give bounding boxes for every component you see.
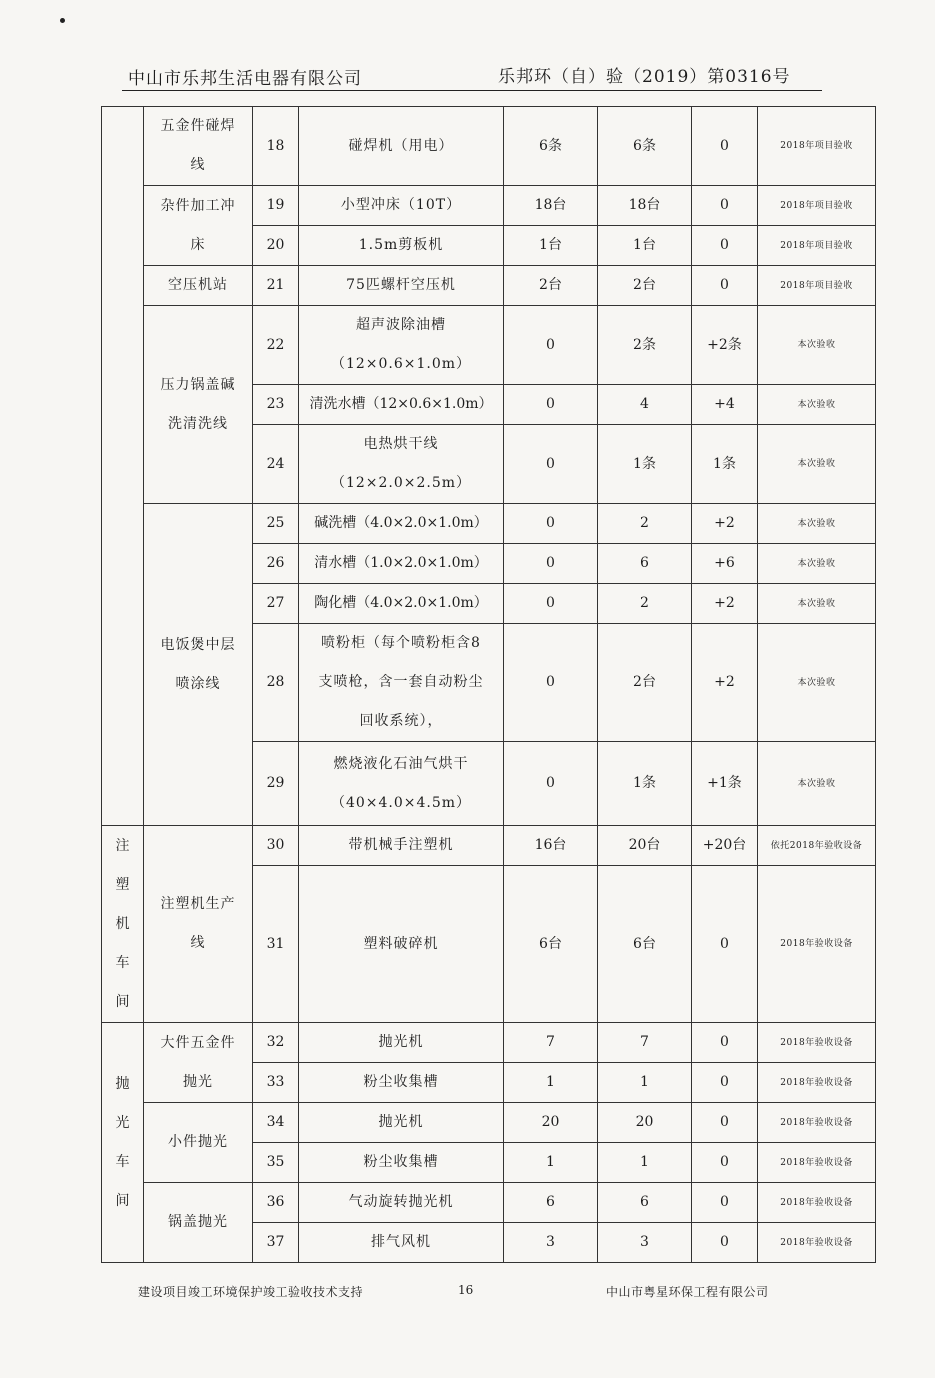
line-cell-pressure-pot: 压力锅盖碱 洗清洗线	[144, 306, 253, 504]
qty-before: 20	[504, 1103, 598, 1143]
equipment-name: 碱洗槽（4.0×2.0×1.0m）	[299, 504, 504, 544]
row-number: 21	[253, 266, 299, 306]
qty-after: 20台	[598, 826, 692, 866]
row-number: 19	[253, 186, 299, 226]
qty-before: 0	[504, 742, 598, 826]
table-row	[102, 266, 876, 306]
qty-before: 0	[504, 425, 598, 504]
qty-change: 0	[692, 1103, 758, 1143]
remark: 本次验收	[758, 742, 876, 826]
remark: 本次验收	[758, 584, 876, 624]
row-number: 29	[253, 742, 299, 826]
remark: 2018年验收设备	[758, 1143, 876, 1183]
qty-change: 0	[692, 1023, 758, 1063]
qty-before: 18台	[504, 186, 598, 226]
row-number: 18	[253, 107, 299, 186]
remark: 本次验收	[758, 306, 876, 385]
row-number: 30	[253, 826, 299, 866]
remark: 2018年验收设备	[758, 1023, 876, 1063]
equipment-name: 电热烘干线 （12×2.0×2.5m）	[299, 425, 504, 504]
equipment-name: 带机械手注塑机	[299, 826, 504, 866]
table-row	[102, 1183, 876, 1223]
row-number: 35	[253, 1143, 299, 1183]
table-row	[102, 826, 876, 866]
equipment-name: 粉尘收集槽	[299, 1063, 504, 1103]
qty-change: +2	[692, 624, 758, 742]
remark: 本次验收	[758, 385, 876, 425]
remark: 2018年项目验收	[758, 107, 876, 186]
table-row	[102, 504, 876, 544]
line-cell-big-polish: 大件五金件 抛光	[144, 1023, 253, 1103]
remark: 本次验收	[758, 624, 876, 742]
equipment-name: 清洗水槽（12×0.6×1.0m）	[299, 385, 504, 425]
remark: 依托2018年验收设备	[758, 826, 876, 866]
footer-company: 中山市粤星环保工程有限公司	[606, 1285, 769, 1299]
line-cell-rice-cooker: 电饭煲中层 喷涂线	[144, 504, 253, 826]
row-number: 37	[253, 1223, 299, 1263]
line-cell-lid-polish: 锅盖抛光	[144, 1183, 253, 1263]
qty-change: 0	[692, 1143, 758, 1183]
remark: 本次验收	[758, 544, 876, 584]
remark: 2018年验收设备	[758, 1063, 876, 1103]
qty-change: 0	[692, 1223, 758, 1263]
equipment-name: 粉尘收集槽	[299, 1143, 504, 1183]
row-number: 32	[253, 1023, 299, 1063]
qty-before: 0	[504, 544, 598, 584]
qty-before: 16台	[504, 826, 598, 866]
qty-change: +4	[692, 385, 758, 425]
qty-change: 0	[692, 1183, 758, 1223]
workshop-cell-injection: 注 塑 机 车 间	[102, 826, 144, 1023]
qty-change: 0	[692, 266, 758, 306]
qty-after: 1	[598, 1143, 692, 1183]
line-cell-kongya: 空压机站	[144, 266, 253, 306]
qty-after: 6	[598, 544, 692, 584]
qty-before: 0	[504, 504, 598, 544]
qty-change: 1条	[692, 425, 758, 504]
line-cell-wujin-weld: 五金件碰焊 线	[144, 107, 253, 186]
qty-change: +2	[692, 584, 758, 624]
remark: 本次验收	[758, 504, 876, 544]
line-cell-small-polish: 小件抛光	[144, 1103, 253, 1183]
qty-after: 6台	[598, 866, 692, 1023]
equipment-name: 1.5m剪板机	[299, 226, 504, 266]
equipment-name: 75匹螺杆空压机	[299, 266, 504, 306]
remark: 2018年验收设备	[758, 1223, 876, 1263]
qty-after: 6条	[598, 107, 692, 186]
qty-after: 7	[598, 1023, 692, 1063]
equipment-table	[101, 106, 876, 1263]
qty-after: 2	[598, 504, 692, 544]
header-rule	[122, 90, 822, 91]
workshop-cell-polish: 抛 光 车 间	[102, 1023, 144, 1263]
equipment-name: 小型冲床（10T）	[299, 186, 504, 226]
row-number: 24	[253, 425, 299, 504]
qty-change: +2	[692, 504, 758, 544]
qty-before: 1	[504, 1063, 598, 1103]
equipment-name: 陶化槽（4.0×2.0×1.0m）	[299, 584, 504, 624]
table-row	[102, 107, 876, 186]
qty-after: 6	[598, 1183, 692, 1223]
qty-before: 2台	[504, 266, 598, 306]
equipment-name: 抛光机	[299, 1023, 504, 1063]
remark: 2018年验收设备	[758, 1103, 876, 1143]
qty-before: 0	[504, 584, 598, 624]
line-cell-injection: 注塑机生产 线	[144, 826, 253, 1023]
table-row	[102, 1023, 876, 1063]
remark: 2018年项目验收	[758, 186, 876, 226]
table-row	[102, 186, 876, 226]
equipment-name: 排气风机	[299, 1223, 504, 1263]
row-number: 34	[253, 1103, 299, 1143]
qty-before: 7	[504, 1023, 598, 1063]
row-number: 36	[253, 1183, 299, 1223]
remark: 2018年验收设备	[758, 866, 876, 1023]
row-number: 22	[253, 306, 299, 385]
qty-after: 2	[598, 584, 692, 624]
qty-change: 0	[692, 226, 758, 266]
equipment-name: 抛光机	[299, 1103, 504, 1143]
equipment-name: 燃烧液化石油气烘干 （40×4.0×4.5m）	[299, 742, 504, 826]
header-company: 中山市乐邦生活电器有限公司	[128, 69, 362, 89]
row-number: 23	[253, 385, 299, 425]
qty-after: 1	[598, 1063, 692, 1103]
qty-before: 1台	[504, 226, 598, 266]
row-number: 26	[253, 544, 299, 584]
qty-before: 6	[504, 1183, 598, 1223]
qty-before: 1	[504, 1143, 598, 1183]
qty-before: 3	[504, 1223, 598, 1263]
remark: 2018年项目验收	[758, 266, 876, 306]
equipment-name: 清水槽（1.0×2.0×1.0m）	[299, 544, 504, 584]
qty-change: +2条	[692, 306, 758, 385]
qty-before: 0	[504, 385, 598, 425]
qty-change: +20台	[692, 826, 758, 866]
remark: 2018年项目验收	[758, 226, 876, 266]
qty-change: +6	[692, 544, 758, 584]
qty-after: 3	[598, 1223, 692, 1263]
header-report-number: 乐邦环（自）验（2019）第0316号	[498, 67, 791, 87]
line-cell-zajian: 杂件加工冲 床	[144, 186, 253, 266]
qty-after: 18台	[598, 186, 692, 226]
equipment-name: 塑料破碎机	[299, 866, 504, 1023]
qty-before: 0	[504, 306, 598, 385]
table-row	[102, 1103, 876, 1143]
qty-after: 1条	[598, 425, 692, 504]
qty-before: 6台	[504, 866, 598, 1023]
qty-after: 2台	[598, 266, 692, 306]
equipment-name: 气动旋转抛光机	[299, 1183, 504, 1223]
qty-change: 0	[692, 186, 758, 226]
workshop-cell-continued	[102, 107, 144, 826]
qty-after: 20	[598, 1103, 692, 1143]
qty-change: +1条	[692, 742, 758, 826]
remark: 2018年验收设备	[758, 1183, 876, 1223]
qty-change: 0	[692, 866, 758, 1023]
scan-dot	[60, 18, 65, 23]
row-number: 31	[253, 866, 299, 1023]
qty-before: 6条	[504, 107, 598, 186]
qty-before: 0	[504, 624, 598, 742]
page-number: 16	[458, 1283, 474, 1297]
equipment-name: 喷粉柜（每个喷粉柜含8 支喷枪，含一套自动粉尘 回收系统），	[299, 624, 504, 742]
footer-support-text: 建设项目竣工环境保护竣工验收技术支持	[138, 1285, 364, 1299]
row-number: 27	[253, 584, 299, 624]
qty-after: 4	[598, 385, 692, 425]
row-number: 33	[253, 1063, 299, 1103]
row-number: 28	[253, 624, 299, 742]
qty-change: 0	[692, 1063, 758, 1103]
qty-change: 0	[692, 107, 758, 186]
row-number: 20	[253, 226, 299, 266]
qty-after: 1台	[598, 226, 692, 266]
qty-after: 1条	[598, 742, 692, 826]
qty-after: 2条	[598, 306, 692, 385]
equipment-name: 碰焊机（用电）	[299, 107, 504, 186]
remark: 本次验收	[758, 425, 876, 504]
table-row	[102, 306, 876, 385]
row-number: 25	[253, 504, 299, 544]
equipment-name: 超声波除油槽 （12×0.6×1.0m）	[299, 306, 504, 385]
qty-after: 2台	[598, 624, 692, 742]
